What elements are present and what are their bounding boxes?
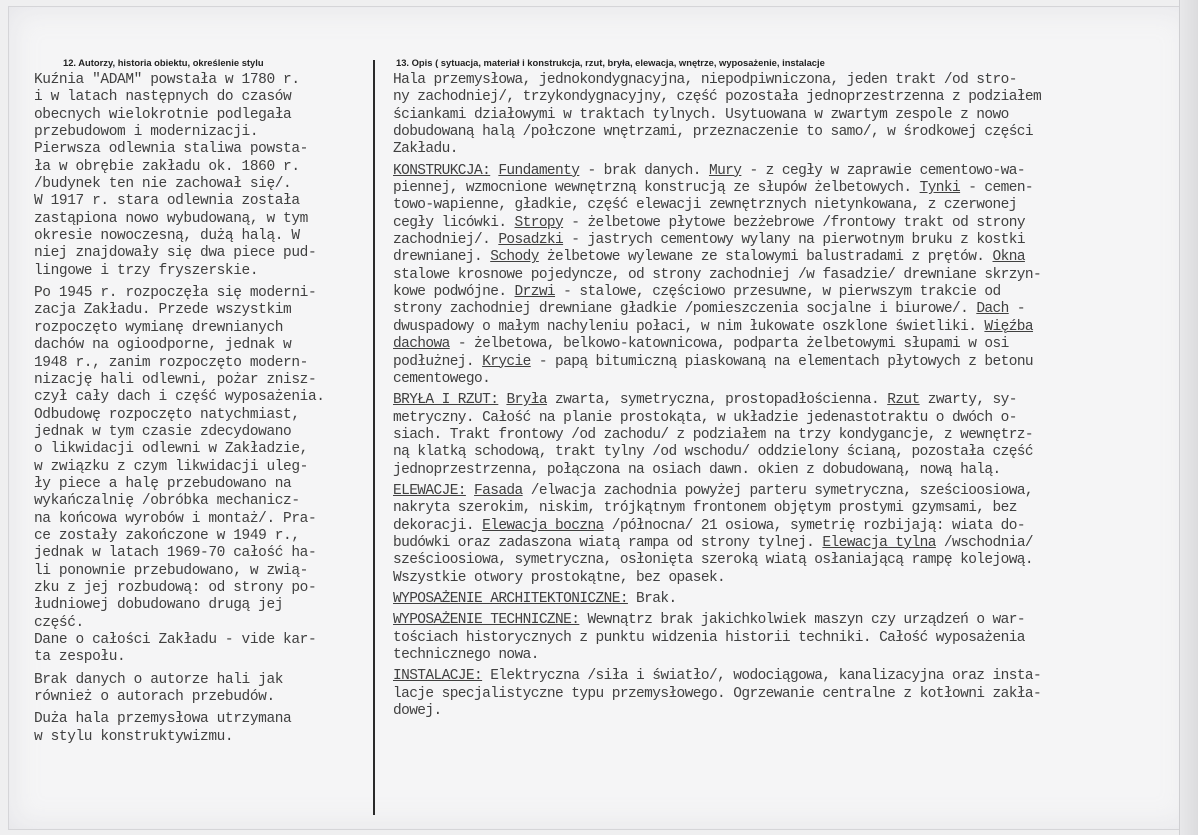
text-segment: technicznego nowa.: [393, 647, 539, 663]
text-segment: towo-wapienne, gładkie, część elewacji zewnętrznych nietynkowana, z czerwonej: [393, 197, 1017, 214]
underlined-term: Krycie: [482, 353, 531, 370]
text-segment: - brak danych.: [579, 162, 709, 179]
text-segment: stalowe krosnowe pojedyncze, od strony zachodniej /w fasadzie/ drewniane skrzyn-: [393, 266, 1042, 283]
text-segment: tościach historycznych z punktu widzenia historii techniki. Całość wyposażenia: [393, 629, 1025, 646]
text-segment: metryczny. Całość na planie prostokąta, w układzie jedenastotraktu o dwóch o-: [393, 409, 1017, 426]
underlined-term: BRYŁA I RZUT:: [393, 392, 499, 409]
text-segment: dowej.: [393, 703, 442, 720]
text-line: [393, 630, 1193, 647]
text-line: [393, 249, 1193, 266]
underlined-term: dachowa: [393, 336, 450, 353]
underlined-term: KONSTRUKCJA:: [393, 162, 491, 179]
text-line: zku z jej rozbudową: od strony po-: [34, 579, 317, 596]
text-segment: siach. Trakt frontowy /od zachodu/ z podziałem na trzy kondygancje, z wewnętrz-: [393, 426, 1034, 443]
text-line: w stylu konstruktywizmu.: [34, 728, 234, 745]
text-segment: -: [1008, 301, 1025, 318]
text-line: okresie nowoczesną, dużą halą. W: [34, 228, 300, 245]
text-line: /budynek ten nie zachował się/.: [34, 176, 292, 193]
text-line: W 1917 r. stara odlewnia została: [34, 193, 300, 210]
text-line: Duża hala przemysłowa utrzymana: [34, 711, 292, 728]
text-line: lingowe i trzy fryszerskie.: [34, 262, 259, 279]
text-line: [393, 427, 1193, 444]
text-segment: podłużnej.: [393, 353, 483, 370]
text-line: [393, 410, 1193, 427]
text-segment: ny zachodniej/, trzykondygnacyjny, część pozostała jednoprzestrzenna z podziałem: [393, 89, 1042, 106]
description-section: [393, 392, 1193, 479]
text-segment: żelbetowe wylewane ze stalowymi balustradami z prętów.: [538, 249, 993, 266]
text-segment: Zakładu.: [393, 141, 458, 158]
text-line: Dane o całości Zakładu - vide kar-: [34, 632, 317, 648]
history-paragraph: [34, 72, 370, 280]
text-line: [393, 284, 1193, 301]
text-segment: budówki oraz zadaszona wiatą rampa od strony tylnej.: [393, 534, 823, 551]
text-segment: Brak.: [627, 590, 677, 607]
underlined-term: Elewacja tylna: [822, 534, 936, 551]
description-section: [393, 72, 1193, 159]
text-segment: zwarta, symetryczna, prostopadłościenna.: [546, 392, 888, 409]
description-section: [393, 163, 1193, 388]
text-line: [393, 141, 1193, 158]
text-line: na końcowa wyrobów i montaż/. Pra-: [34, 510, 317, 527]
underlined-term: Stropy: [514, 214, 564, 231]
text-segment: /wschodnia/: [935, 534, 1034, 551]
underlined-term: Więźba: [984, 318, 1034, 335]
underlined-term: Dach: [976, 301, 1009, 318]
text-line: [393, 462, 1193, 479]
text-segment: zachodniej/.: [393, 232, 499, 249]
history-paragraph: [34, 285, 370, 667]
text-segment: lacje specjalistyczne typu przemysłowego. Ogrzewanie centralne z kotłowni zakła-: [393, 685, 1042, 702]
history-paragraph: [34, 672, 370, 707]
text-segment: piennej, wzmocnione wewnętrzną konstrucją ze słupów żelbetowych.: [393, 180, 920, 197]
text-line: [393, 319, 1193, 336]
description-section: [393, 591, 1193, 608]
text-segment: [466, 483, 474, 499]
text-segment: drewnianej.: [393, 249, 491, 266]
text-line: zacja Zakładu. Przede wszystkim: [34, 302, 292, 319]
text-segment: - żelbetowa, belkowo-katownicowa, podparta żelbetowymi słupami w osi: [449, 336, 1009, 353]
underlined-term: Bryła: [506, 392, 547, 409]
text-line: [393, 647, 1193, 664]
text-segment: - stalowe, częściowo przesuwne, w pierwszym trakcie od: [555, 284, 1001, 301]
text-line: ce zostały zakończone w 1949 r.,: [34, 527, 300, 544]
history-paragraph: [34, 711, 370, 746]
description-section: [393, 668, 1193, 720]
text-segment: Wszystkie otwory prostokątne, bez opasek.: [393, 569, 726, 586]
text-line: w związku z czym likwidacji uleg-: [34, 458, 308, 475]
text-line: [393, 444, 1193, 461]
text-line: Odbudowę rozpoczęto natychmiast,: [34, 406, 300, 423]
description-column: [393, 72, 1193, 724]
text-line: [393, 336, 1193, 353]
text-segment: jednoprzestrzenna, połączona na osiach dawn. okien z dobudowaną, nową halą.: [393, 461, 1001, 478]
description-section: [393, 612, 1193, 664]
text-line: Brak danych o autorze hali jak: [34, 671, 284, 688]
text-line: [393, 107, 1193, 124]
text-line: [393, 591, 1193, 608]
text-line: li ponownie przebudowano, w zwią-: [34, 562, 308, 579]
underlined-term: Elewacja boczna: [482, 517, 604, 534]
text-segment: kowe podwójne.: [393, 284, 515, 301]
underlined-term: Tynki: [919, 180, 961, 197]
text-segment: dekoracji.: [393, 517, 483, 534]
text-line: [393, 703, 1193, 720]
underlined-term: INSTALACJE:: [393, 668, 483, 685]
underlined-term: WYPOSAŻENIE ARCHITEKTONICZNE:: [393, 590, 628, 607]
text-segment: nakryta szerokim, niskim, trójkątnym frontonem objętym prostymi gzymsami, bez: [393, 500, 1017, 517]
text-line: [393, 163, 1193, 180]
left-heading: 12. Autorzy, historia obiektu, określenie stylu: [63, 57, 264, 68]
text-line: czył cały dach i część wyposażenia.: [34, 389, 325, 406]
text-line: [393, 301, 1193, 318]
underlined-term: Mury: [708, 162, 742, 179]
text-line: nizację hali odlewni, pożar znisz-: [34, 371, 317, 388]
text-line: ła w obrębie zakładu ok. 1860 r.: [34, 158, 300, 175]
underlined-term: Okna: [992, 249, 1025, 266]
text-line: ły piece a halę przebudowano na: [34, 475, 292, 492]
text-line: [393, 232, 1193, 249]
text-line: rozpoczęto wymianę drewnianych: [34, 319, 284, 336]
text-line: [393, 500, 1193, 517]
underlined-term: Fasada: [474, 482, 523, 499]
text-segment: - żelbetowe płytowe bezżebrowe /frontowy trakt od strony: [563, 214, 1025, 231]
underlined-term: Drzwi: [514, 284, 556, 301]
underlined-term: WYPOSAŻENIE TECHNICZNE:: [393, 612, 580, 629]
text-line: zastąpiona nowo wybudowaną, w tym: [34, 210, 308, 227]
text-line: o likwidacji odlewni w Zakładzie,: [34, 441, 308, 458]
text-line: [393, 392, 1193, 409]
text-segment: sześcioosiowa, symetryczna, osłonięta szeroką wiatą osłaniającą rampę kolejową.: [393, 552, 1034, 569]
text-line: [393, 535, 1193, 552]
text-line: obecnych wielokrotnie podlegała: [34, 106, 292, 123]
text-segment: - papą bitumiczną piaskowaną na elementach płytowych z betonu: [530, 353, 1034, 370]
text-line: [393, 180, 1193, 197]
text-line: [393, 371, 1193, 388]
right-heading: 13. Opis ( sytuacja, materiał i konstrukcja, rzut, bryła, elewacja, wnętrze, wyposażenie, instalacje: [396, 57, 825, 68]
history-column: [34, 72, 370, 751]
text-line: [393, 72, 1193, 89]
text-segment: Elektryczna /siła i światło/, wodociągowa, kanalizacyjna oraz insta-: [482, 668, 1042, 685]
text-line: wykańczalnię /obróbka mechanicz-: [34, 493, 300, 510]
text-segment: cegły licówki.: [393, 214, 515, 231]
text-line: [393, 552, 1193, 569]
text-segment: cementowego.: [393, 370, 491, 387]
text-segment: Wewnątrz brak jakichkolwiek maszyn czy urządzeń o war-: [579, 612, 1025, 629]
text-line: [393, 89, 1193, 106]
text-line: [393, 267, 1193, 284]
text-line: 1948 r., zanim rozpoczęto modern-: [34, 354, 308, 371]
description-section: [393, 483, 1193, 587]
text-segment: - jastrych cementowy wylany na pierwotnym bruku z kostki: [563, 232, 1025, 249]
text-line: jednak w tym czasie zdecydowano: [34, 423, 292, 440]
text-line: [393, 354, 1193, 371]
text-segment: - z cegły w zaprawie cementowo-wa-: [741, 162, 1025, 179]
text-segment: /północna/ 21 osiowa, symetrię rozbijają: wiata do-: [603, 517, 1025, 534]
text-line: dachów na ogioodporne, jednak w: [34, 337, 292, 354]
text-segment: zwarty, sy-: [919, 392, 1017, 409]
text-segment: - cemen-: [960, 180, 1034, 197]
text-line: [393, 124, 1193, 141]
text-line: niej znajdowały się dwa piece pud-: [34, 245, 317, 262]
text-line: [393, 483, 1193, 500]
text-line: Pierwsza odlewnia staliwa powsta-: [34, 141, 308, 158]
text-segment: /elwacja zachodnia powyżej parteru symetryczna, sześcioosiowa,: [522, 482, 1034, 499]
text-line: [393, 612, 1193, 629]
text-segment: ściankami działowymi w traktach tylnych. Usytuowana w zwartym zespole z nowo: [393, 106, 1009, 123]
column-divider: [373, 60, 375, 815]
text-line: ta zespołu.: [34, 649, 126, 666]
text-line: łudniowej dobudowano drugą jej: [34, 597, 284, 614]
underlined-term: Rzut: [887, 392, 920, 409]
text-segment: dobudowaną halą /połczone wnętrzami, przeznaczenie to samo/, w środkowej części: [393, 124, 1034, 141]
text-line: [393, 570, 1193, 587]
text-line: Kuźnia "ADAM" powstała w 1780 r.: [34, 72, 300, 88]
text-segment: strony zachodniej drewniane gładkie /pomieszczenia socjalne i biurowe/.: [393, 301, 977, 318]
text-line: [393, 686, 1193, 703]
text-line: przebudowom i modernizacji.: [34, 124, 259, 141]
underlined-term: Posadzki: [498, 232, 564, 249]
text-line: [393, 518, 1193, 535]
text-line: [393, 197, 1193, 214]
underlined-term: Fundamenty: [498, 162, 580, 179]
underlined-term: ELEWACJE:: [393, 482, 466, 499]
text-segment: ną klatką schodową, trakt tylny /od wschodu/ oddzielony ścianą, pozostała część: [393, 444, 1034, 461]
text-segment: dwuspadowy o małym nachyleniu połaci, w nim łukowate oszklone świetliki.: [393, 318, 985, 335]
text-line: [393, 668, 1193, 685]
text-line: Po 1945 r. rozpoczęła się moderni-: [34, 285, 317, 302]
text-line: również o autorach przebudów.: [34, 689, 275, 706]
text-line: jednak w latach 1969-70 całość ha-: [34, 545, 317, 562]
text-segment: Hala przemysłowa, jednokondygnacyjna, niepodpiwniczona, jeden trakt /od stro-: [393, 72, 1017, 88]
text-line: i w latach następnych do czasów: [34, 89, 292, 106]
text-line: część.: [34, 614, 84, 631]
underlined-term: Schody: [490, 249, 539, 266]
text-line: [393, 215, 1193, 232]
